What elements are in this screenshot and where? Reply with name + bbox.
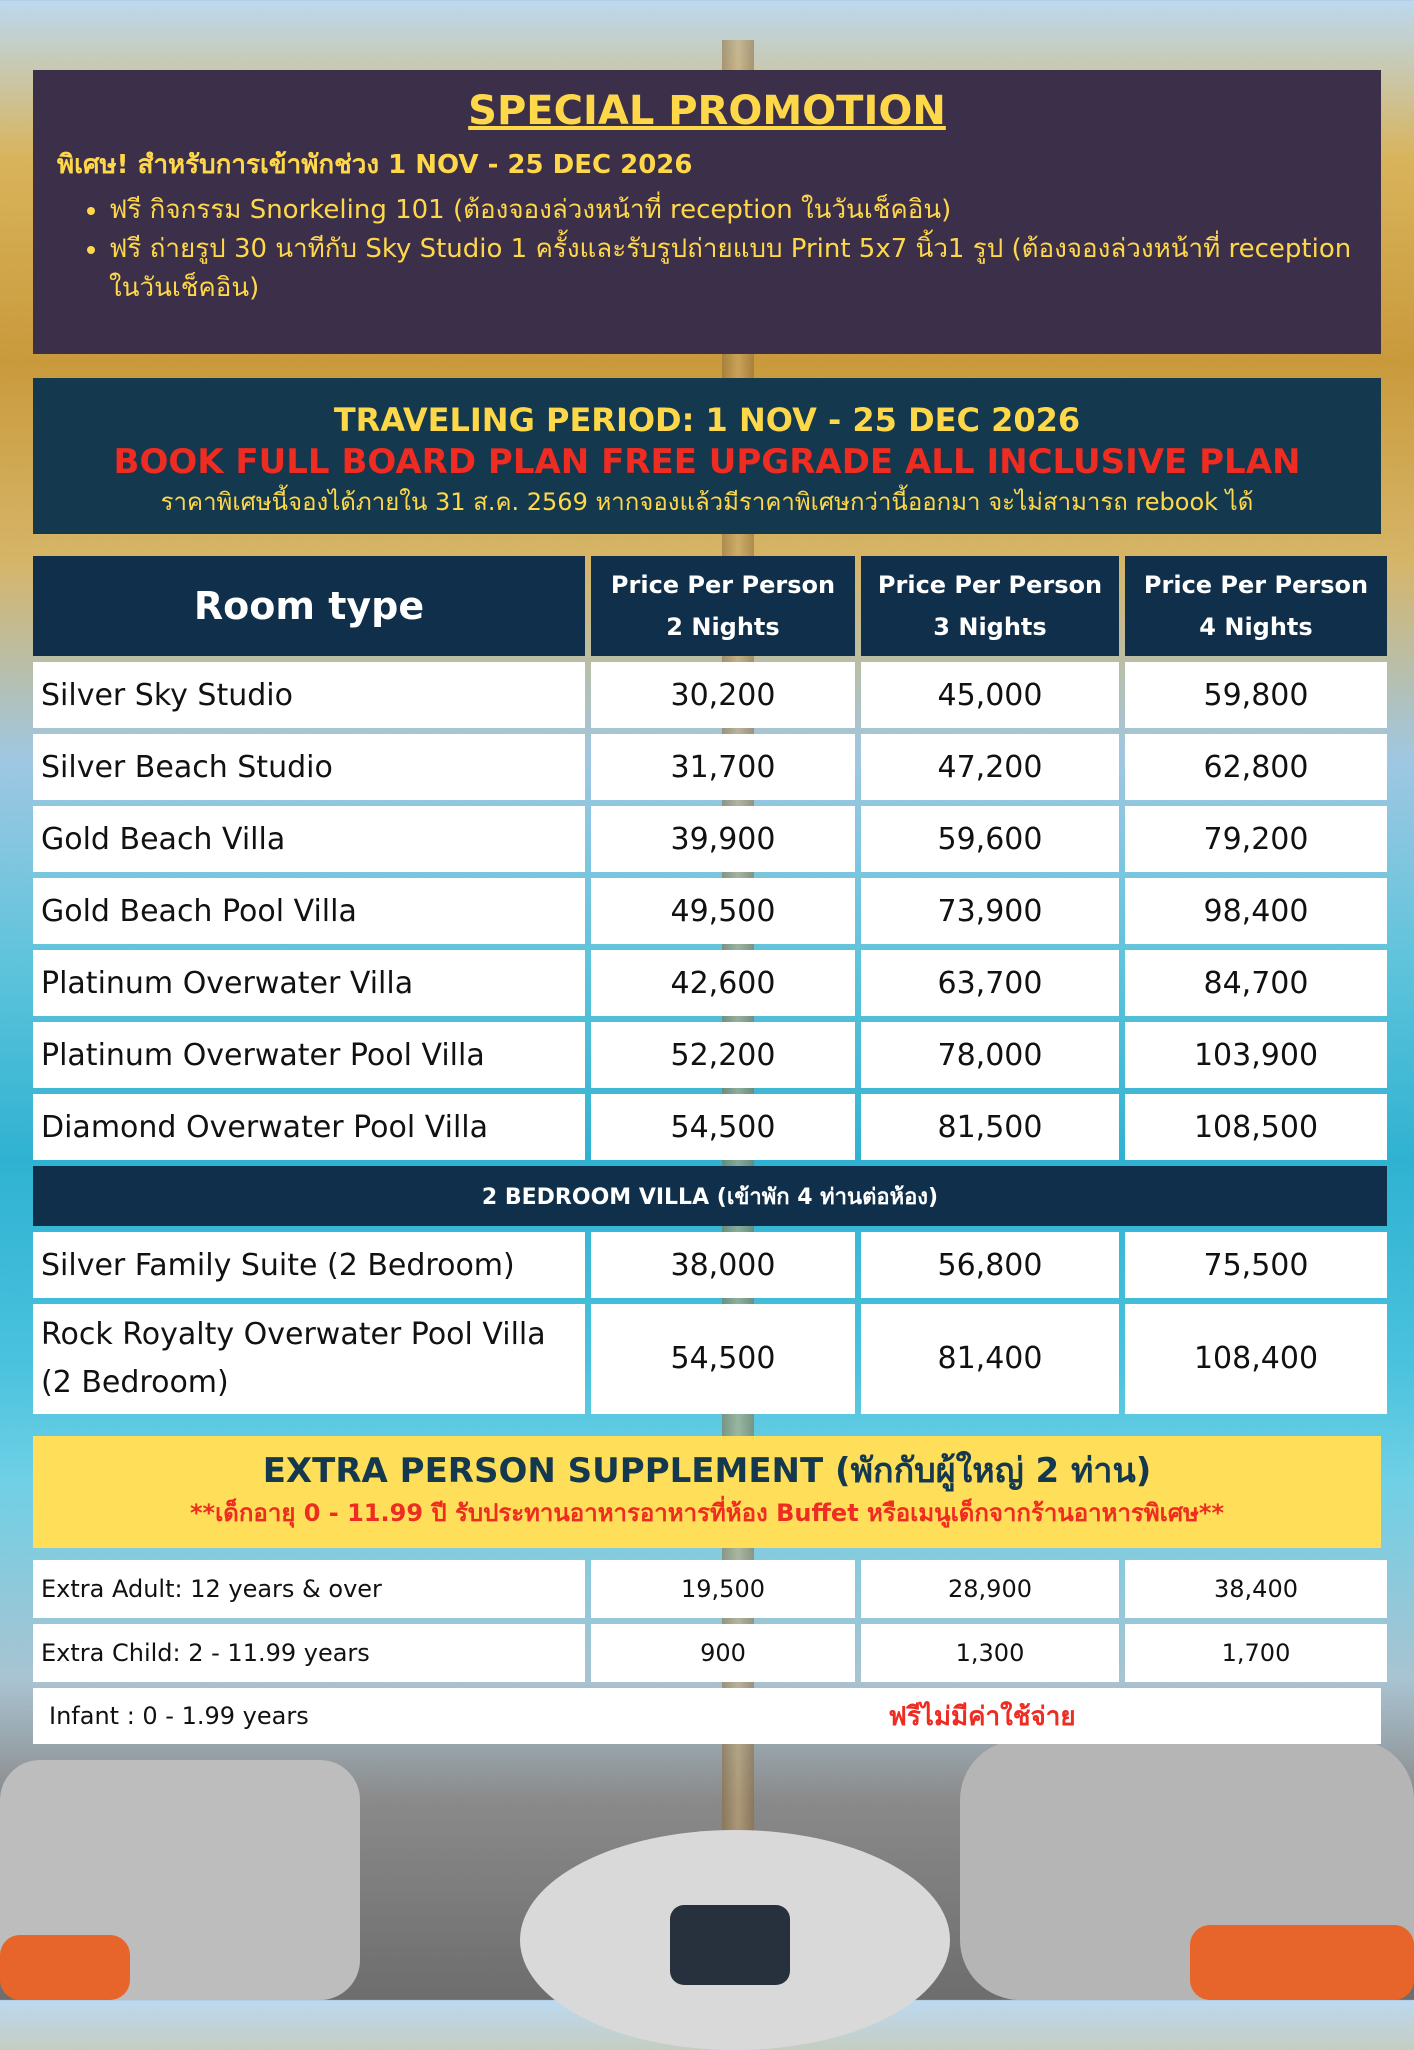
table-row <box>33 1560 1387 1618</box>
ashtray-decoration <box>670 1905 790 1985</box>
price-2-nights: 31,700 <box>591 734 855 800</box>
two-bedroom-villa-label: 2 BEDROOM VILLA (เข้าพัก 4 ท่านต่อห้อง) <box>33 1166 1387 1226</box>
price-3-nights: 1,300 <box>861 1624 1119 1682</box>
price-3-nights: 81,400 <box>861 1304 1119 1414</box>
price-4-nights: 62,800 <box>1125 734 1387 800</box>
table-row <box>33 662 1387 728</box>
price-4-nights: 1,700 <box>1125 1624 1387 1682</box>
promotion-list <box>57 191 1357 308</box>
extra-type: Extra Child: 2 - 11.99 years <box>33 1624 585 1682</box>
room-name: Platinum Overwater Villa <box>33 950 585 1016</box>
promotion-subtitle: พิเศษ! สำหรับการเข้าพักช่วง 1 NOV - 25 DEC 2026 <box>57 150 693 180</box>
price-2-nights: 900 <box>591 1624 855 1682</box>
price-4-nights: 79,200 <box>1125 806 1387 872</box>
price-4-nights: 75,500 <box>1125 1232 1387 1298</box>
room-name: Silver Sky Studio <box>33 662 585 728</box>
price-2-nights: 54,500 <box>591 1094 855 1160</box>
extra-type: Extra Adult: 12 years & over <box>33 1560 585 1618</box>
price-table <box>27 550 1393 1420</box>
room-name: Platinum Overwater Pool Villa <box>33 1022 585 1088</box>
price-3-nights: 45,000 <box>861 662 1119 728</box>
header-2-nights: Price Per Person 2 Nights <box>591 556 855 656</box>
table-row <box>33 950 1387 1016</box>
infant-free-text: ฟรีไม่มีค่าใช้จ่าย <box>888 1701 1076 1732</box>
promotion-item: • ฟรี กิจกรรม Snorkeling 101 (ต้องจองล่วงหน้าที่ reception ในวันเช็คอิน) <box>109 191 1357 230</box>
price-2-nights: 38,000 <box>591 1232 855 1298</box>
extra-person-table <box>27 1554 1393 1688</box>
group-header-row <box>33 1166 1387 1226</box>
price-2-nights: 30,200 <box>591 662 855 728</box>
booking-condition: ราคาพิเศษนี้จองได้ภายใน 31 ส.ค. 2569 หากจองแล้วมีราคาพิเศษกว่านี้ออกมา จะไม่สามารถ rebook ได้ <box>160 488 1254 516</box>
price-2-nights: 19,500 <box>591 1560 855 1618</box>
price-4-nights: 84,700 <box>1125 950 1387 1016</box>
table-row <box>33 806 1387 872</box>
extra-person-title: EXTRA PERSON SUPPLEMENT (พักกับผู้ใหญ่ 2 ท่าน) <box>262 1451 1152 1491</box>
price-4-nights: 59,800 <box>1125 662 1387 728</box>
price-2-nights: 49,500 <box>591 878 855 944</box>
price-3-nights: 56,800 <box>861 1232 1119 1298</box>
table-row <box>33 1022 1387 1088</box>
price-2-nights: 42,600 <box>591 950 855 1016</box>
header-room-type: Room type <box>33 556 585 656</box>
price-4-nights: 108,500 <box>1125 1094 1387 1160</box>
table-row <box>33 734 1387 800</box>
upgrade-offer: BOOK FULL BOARD PLAN FREE UPGRADE ALL INCLUSIVE PLAN <box>113 442 1301 482</box>
room-name: Rock Royalty Overwater Pool Villa (2 Bedroom) <box>33 1304 585 1414</box>
price-2-nights: 52,200 <box>591 1022 855 1088</box>
table-row <box>33 1232 1387 1298</box>
price-4-nights: 98,400 <box>1125 878 1387 944</box>
price-2-nights: 54,500 <box>591 1304 855 1414</box>
price-4-nights: 108,400 <box>1125 1304 1387 1414</box>
extra-person-header <box>33 1436 1381 1548</box>
table-row <box>33 1624 1387 1682</box>
room-name: Silver Family Suite (2 Bedroom) <box>33 1232 585 1298</box>
price-3-nights: 81,500 <box>861 1094 1119 1160</box>
price-3-nights: 59,600 <box>861 806 1119 872</box>
price-4-nights: 103,900 <box>1125 1022 1387 1088</box>
price-4-nights: 38,400 <box>1125 1560 1387 1618</box>
price-2-nights: 39,900 <box>591 806 855 872</box>
header-4-nights: Price Per Person 4 Nights <box>1125 556 1387 656</box>
room-name: Diamond Overwater Pool Villa <box>33 1094 585 1160</box>
promotion-title: SPECIAL PROMOTION <box>468 88 946 134</box>
header-3-nights: Price Per Person 3 Nights <box>861 556 1119 656</box>
infant-row <box>33 1688 1381 1744</box>
table-header-row <box>33 556 1387 656</box>
price-3-nights: 28,900 <box>861 1560 1119 1618</box>
special-promotion-panel <box>33 70 1381 354</box>
promotion-item: • ฟรี ถ่ายรูป 30 นาทีกับ Sky Studio 1 ครั้งและรับรูปถ่ายแบบ Print 5x7 นิ้ว1 รูป (ต้องจองล่วงหน้าที่ reception ในวันเช็คอิน) <box>109 230 1357 308</box>
table-row <box>33 878 1387 944</box>
table-row <box>33 1304 1387 1414</box>
room-name: Gold Beach Villa <box>33 806 585 872</box>
price-3-nights: 78,000 <box>861 1022 1119 1088</box>
traveling-period: TRAVELING PERIOD: 1 NOV - 25 DEC 2026 <box>333 401 1081 439</box>
towel-right-decoration <box>1190 1925 1414 2000</box>
table-row <box>33 1094 1387 1160</box>
price-3-nights: 47,200 <box>861 734 1119 800</box>
extra-person-note: **เด็กอายุ 0 - 11.99 ปี รับประทานอาหารอาหารที่ห้อง Buffet หรือเมนูเด็กจากร้านอาหารพิเศษ** <box>190 1499 1224 1527</box>
infant-label: Infant : 0 - 1.99 years <box>49 1702 309 1730</box>
towel-left-decoration <box>0 1935 130 2000</box>
room-name: Silver Beach Studio <box>33 734 585 800</box>
price-3-nights: 63,700 <box>861 950 1119 1016</box>
price-3-nights: 73,900 <box>861 878 1119 944</box>
traveling-period-panel <box>33 378 1381 534</box>
room-name: Gold Beach Pool Villa <box>33 878 585 944</box>
